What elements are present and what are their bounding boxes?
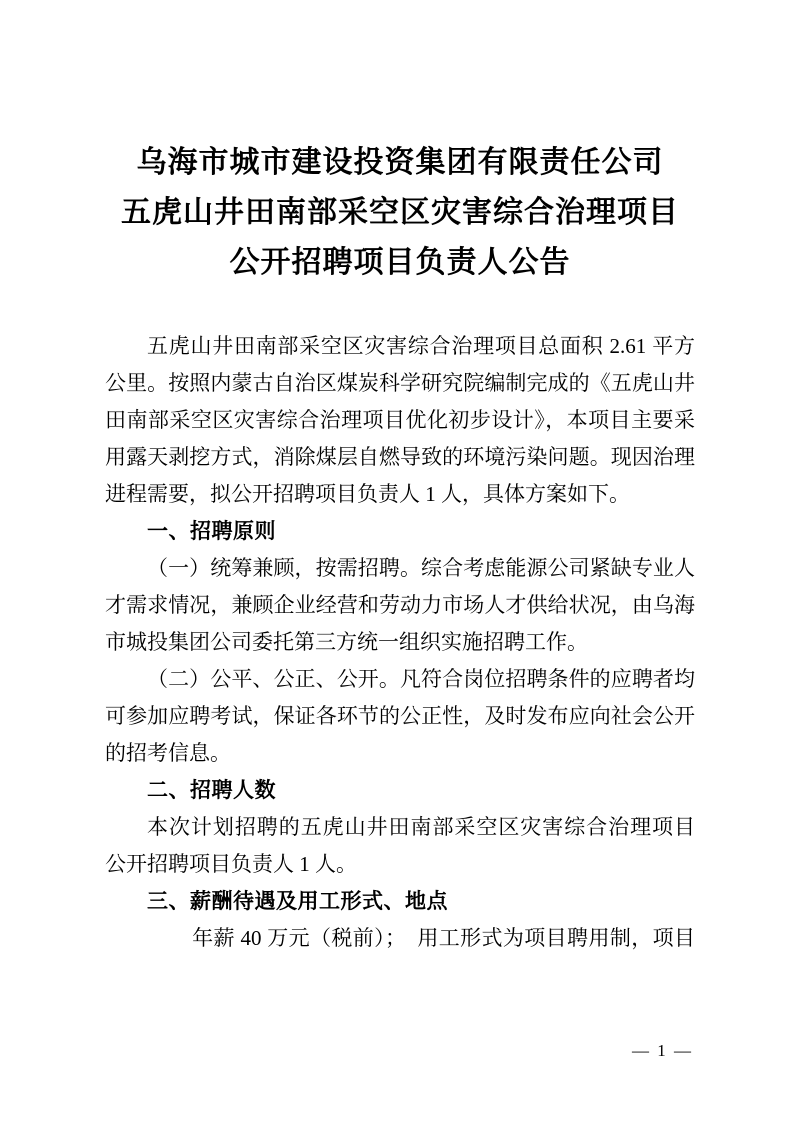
text-line: （二）公平、公正、公开。凡符合岗位招聘条件的应聘者均: [147, 667, 695, 691]
section-heading-3: 三、薪酬待遇及用工形式、地点: [147, 890, 448, 913]
text-line: 市城投集团公司委托第三方统一组织实施招聘工作。: [105, 630, 588, 654]
title-line-1: 乌海市城市建设投资集团有限责任公司: [136, 146, 664, 179]
text-line: 可参加应聘考试，保证各环节的公正性，及时发布应向社会公开: [105, 704, 695, 728]
text-line: 进程需要，拟公开招聘项目负责人 1 人，具体方案如下。: [105, 482, 630, 506]
text-line: 公里。按照内蒙古自治区煤炭科学研究院编制完成的《五虎山井: [105, 371, 695, 395]
text-line: 才需求情况，兼顾企业经营和劳动力市场人才供给状况，由乌海: [105, 593, 695, 617]
text-line: 的招考信息。: [105, 741, 231, 765]
text-line: 五虎山井田南部采空区灾害综合治理项目总面积 2.61 平方: [147, 334, 695, 358]
text-line: 用露天剥挖方式，消除煤层自燃导致的环境污染问题。现因治理: [105, 445, 695, 469]
document-title: [105, 138, 695, 288]
document-content: [105, 138, 695, 957]
section-heading-2: 二、招聘人数: [147, 779, 276, 802]
text-line: （一）统筹兼顾，按需招聘。综合考虑能源公司紧缺专业人: [147, 556, 695, 580]
section-heading-1: 一、招聘原则: [147, 520, 276, 543]
text-line: 本次计划招聘的五虎山井田南部采空区灾害综合治理项目: [147, 815, 695, 839]
text-line: 年薪 40 万元（税前）； 用工形式为项目聘用制，项目: [192, 926, 695, 950]
title-line-2: 五虎山井田南部采空区灾害综合治理项目: [121, 196, 679, 229]
text-line: 公开招聘项目负责人 1 人。: [105, 852, 357, 876]
page-number: — 1 —: [632, 1041, 693, 1060]
document-body: [105, 328, 695, 957]
title-line-3: 公开招聘项目负责人公告: [229, 246, 571, 279]
text-line: 田南部采空区灾害综合治理项目优化初步设计》，本项目主要采: [105, 408, 695, 432]
